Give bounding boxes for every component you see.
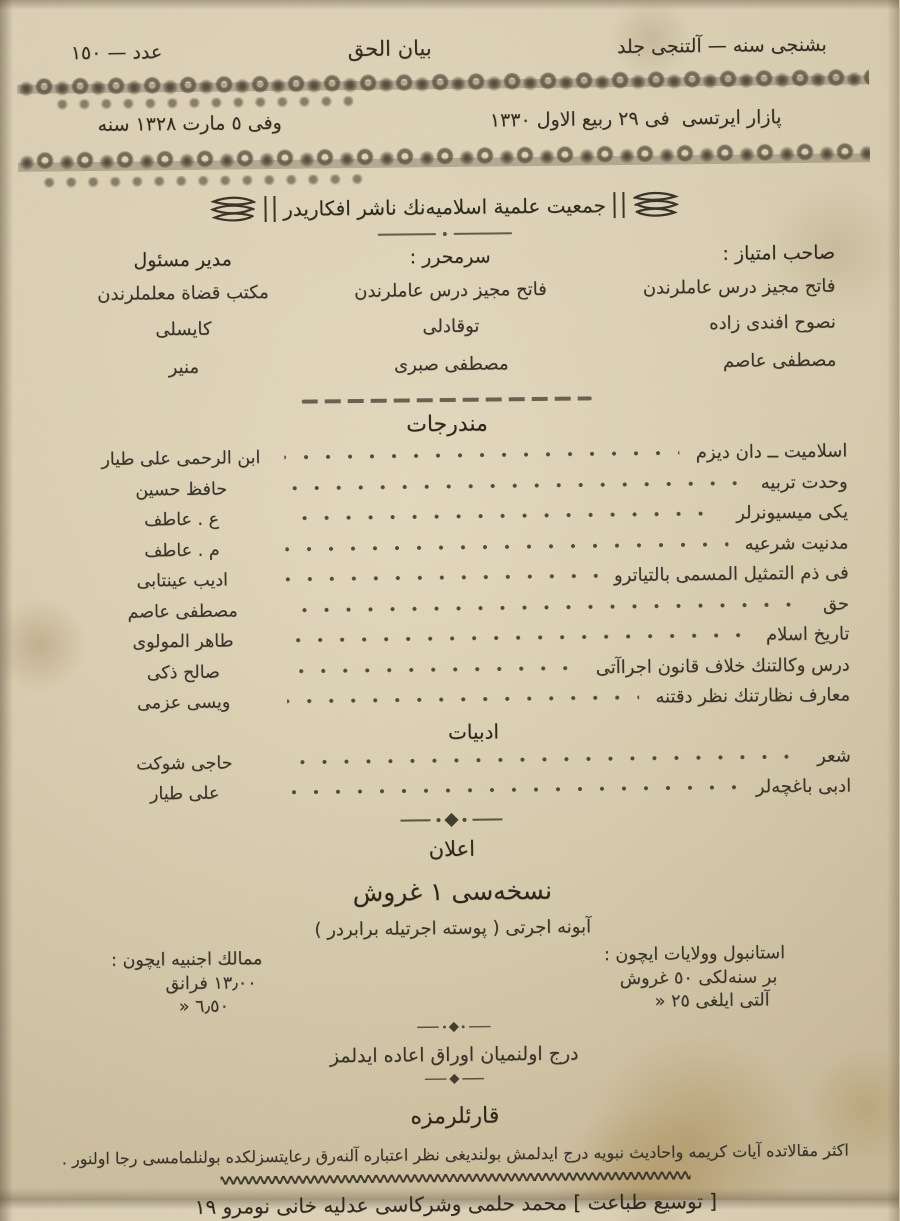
divider-diamond	[445, 813, 459, 827]
dotted-leader	[288, 665, 581, 673]
divider-dot	[463, 1025, 466, 1028]
hijri-date: پازار ايرتسى فى ٢٩ ربيع الاول ١٣٣٠	[490, 106, 783, 132]
dotted-leader	[287, 601, 808, 612]
readers-notice: اكثر مقالاتده آيات كريمه واحاديث نبويه درج ايدلمش بولنديغى نظر اعتباره آلنه‌رق رعايتسزلكده بولنلمامسى رجا اولنور .	[62, 1140, 850, 1169]
zigzag-divider	[222, 1171, 692, 1184]
readers-heading: قارئلرمزه	[411, 1103, 501, 1130]
double-bar-left-icon	[265, 196, 276, 222]
divider-dot	[437, 818, 441, 822]
toc-row	[96, 562, 850, 592]
divider-line	[463, 1078, 485, 1080]
divider-diamond	[450, 1074, 460, 1084]
double-bar-right-icon	[615, 192, 626, 218]
dotted-leader	[287, 573, 599, 582]
toc-row	[94, 440, 848, 470]
toc-article-title: حق	[823, 592, 851, 615]
toc-article-title: ادبى باغچه‌لر	[756, 775, 853, 798]
toc-article-title: درس وكالتنك خلاف قانون اجراآتى	[596, 653, 851, 678]
editor-line: فاتح مجيز درس عاملرندن	[355, 278, 548, 303]
divider-dot	[444, 232, 448, 236]
toc-row	[98, 745, 852, 775]
toc-article-author: ع . عاطف	[144, 509, 221, 531]
dotted-leader	[287, 633, 751, 643]
divider-line	[473, 818, 503, 820]
price-columns	[4, 934, 900, 1019]
toc-article-author: ابن الرحمى على طيار	[102, 448, 262, 470]
announcement-heading: اعلان	[429, 836, 477, 862]
toc-article-author: صالح ذكى	[147, 662, 221, 683]
masthead-column-imtiyaz	[601, 242, 838, 389]
contents-heading: مندرجات	[407, 411, 489, 438]
year-volume-label: بشنجى سنه — آلتنجى جلد	[617, 33, 828, 59]
ornament-border-middle	[19, 139, 871, 181]
toc-article-title: اسلاميت ــ دان ديزم	[696, 440, 849, 464]
domestic-title: استانبول وولايات ايچون :	[604, 943, 787, 966]
dotted-leader	[285, 450, 680, 459]
divider-line	[401, 819, 431, 821]
toc-article-title: تاريخ اسلام	[766, 623, 851, 646]
manager-line: منير	[169, 356, 201, 379]
toc-article-title: يكى ميسيونرلر	[737, 501, 850, 524]
foreign-half-year: ٦٫٥٠ «	[179, 996, 231, 1018]
divider-diamond	[450, 1022, 460, 1032]
table-of-contents	[0, 432, 900, 806]
imtiyaz-line: فاتح مجيز درس عاملرندن	[643, 275, 837, 299]
toc-row	[97, 684, 851, 714]
toc-article-title: وحدت تربيه	[761, 470, 849, 493]
toc-row	[98, 775, 852, 805]
scroll-ornament-right-icon	[634, 189, 680, 220]
toc-article-author: حافظ حسين	[136, 479, 229, 501]
scroll-ornament-left-icon	[211, 194, 257, 225]
toc-article-author: حاجى شوكت	[137, 752, 234, 775]
foreign-yearly: ١٣٫٠٠ فرانق	[166, 973, 258, 995]
dotted-leader	[286, 511, 721, 521]
toc-article-title: مدنيت شرعيه	[745, 531, 850, 555]
domestic-prices	[605, 943, 787, 1012]
literature-heading: ادبيات	[448, 718, 501, 744]
toc-article-author: مصطفى عاصم	[128, 600, 239, 623]
editor-title: سرمحرر :	[410, 245, 492, 269]
society-row	[0, 187, 896, 227]
toc-row	[97, 654, 851, 684]
editor-line: مصطفى صبرى	[394, 353, 510, 376]
manager-title: مدير مسئول	[134, 248, 233, 272]
masthead-column-manager	[66, 248, 303, 395]
tiny-divider	[131, 1072, 779, 1087]
divider-line	[426, 1078, 448, 1080]
toc-article-author: على طيار	[150, 783, 221, 805]
foreign-prices	[112, 949, 264, 1018]
masthead-column-editor	[333, 245, 570, 392]
divider-line	[470, 1026, 492, 1028]
toc-article-author: طاهر المولوى	[133, 631, 235, 653]
domestic-half-year: آلتى ايلغى ٢٥ «	[655, 990, 771, 1012]
masthead	[0, 231, 898, 395]
divider-dot	[463, 818, 467, 822]
header-row	[0, 0, 894, 65]
ornament-border-middle-tail	[41, 174, 371, 189]
society-subtitle: جمعيت علمية اسلاميه‌نك ناشر افكاريدر	[284, 193, 608, 221]
toc-row	[95, 471, 849, 501]
return-notice: درج اولنميان اوراق اعاده ايدلمز	[330, 1042, 580, 1068]
divider-line	[418, 1026, 440, 1028]
issue-number: عدد — ١٥٠	[71, 41, 164, 65]
toc-article-title: فى ذم التمثيل المسمى بالتياترو	[614, 562, 850, 587]
toc-row	[95, 532, 849, 562]
toc-article-title: شعر	[817, 744, 852, 767]
rumi-date: وفى ٥ مارت ١٣٢٨ سنه	[98, 111, 283, 136]
dotted-leader	[289, 785, 741, 795]
squiggle-divider	[303, 396, 593, 403]
toc-article-author: اديب عينتابى	[137, 570, 230, 592]
foreign-title: ممالك اجنبيه ايچون :	[111, 949, 264, 971]
toc-row	[95, 501, 849, 531]
manager-line: مكتب قضاة معلملرندن	[98, 282, 270, 305]
imtiyaz-title: صاحب امتياز :	[723, 241, 837, 265]
dotted-leader	[288, 695, 640, 704]
imtiyaz-line: نصوح افندى زاده	[710, 311, 837, 335]
domestic-yearly: بر سنه‌لكى ٥٠ غروش	[620, 967, 779, 990]
flower-divider	[2, 810, 900, 830]
copy-price: نسخه‌سى ١ غروش	[353, 875, 554, 908]
dotted-leader	[286, 541, 729, 551]
divider-dot	[444, 1026, 447, 1029]
toc-article-author: ويسى عزمى	[137, 692, 232, 714]
editor-line: توقادلى	[423, 315, 481, 338]
small-divider	[131, 1020, 779, 1035]
manager-line: كايسلى	[156, 318, 213, 341]
toc-article-author: م . عاطف	[145, 540, 221, 561]
journal-title: بيان الحق	[348, 36, 433, 62]
toc-row	[96, 593, 850, 623]
toc-article-title: معارف نظارتنك نظر دقتنه	[656, 684, 852, 708]
dotted-leader	[286, 480, 746, 490]
imtiyaz-line: مصطفى عاصم	[723, 349, 838, 372]
toc-row	[96, 623, 850, 653]
dotted-leader	[289, 754, 802, 765]
imprint-line: [ توسيع طباعت ] محمد حلمى وشركاسى عدليه خانى نومرو ١٩	[195, 1188, 719, 1219]
subscription-note: آبونه اجرتى ( پوسته اجرتيله برابردر )	[315, 916, 593, 941]
